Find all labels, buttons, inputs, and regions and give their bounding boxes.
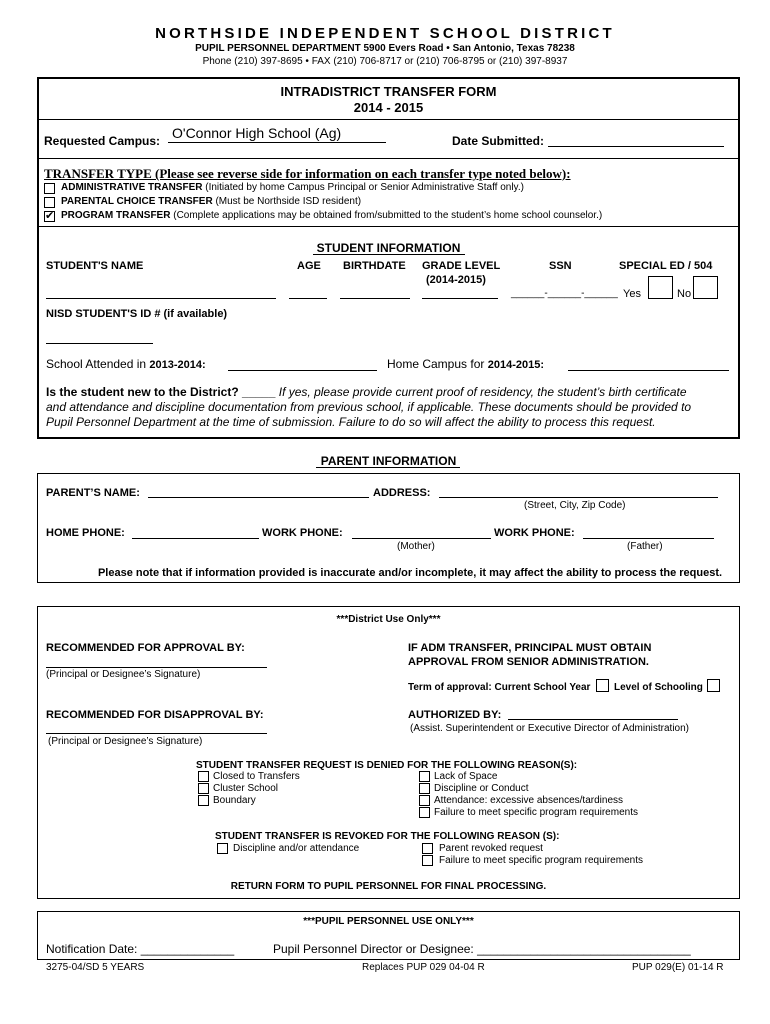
adm-note-2: APPROVAL FROM SENIOR ADMINISTRATION. [408, 656, 649, 668]
director-signature-field[interactable]: Pupil Personnel Director or Designee: ________________________________ [273, 942, 691, 956]
ssn-header: SSN [549, 260, 572, 272]
work-phone-father-label: WORK PHONE: [494, 527, 575, 539]
birthdate-input[interactable] [340, 298, 410, 299]
notification-date-field[interactable]: Notification Date: ______________ [46, 942, 235, 956]
student-heading-underline [313, 254, 465, 255]
level-of-schooling-checkbox[interactable] [707, 679, 720, 692]
address-label: ADDRESS: [373, 487, 431, 499]
age-header: AGE [297, 260, 321, 272]
work-phone-mother-input[interactable] [352, 538, 491, 539]
program-transfer-note: (Complete applications may be obtained from/submitted to the student’s home school counselor.) [173, 210, 603, 221]
mother-hint: (Mother) [397, 541, 435, 552]
term-of-approval-label: Term of approval: Current School Year [408, 682, 591, 693]
administrative-transfer-checkbox[interactable] [44, 183, 55, 194]
failure-program-revoked-checkbox[interactable] [422, 855, 433, 866]
pupil-use-heading: ***PUPIL PERSONNEL USE ONLY*** [303, 916, 474, 927]
footer-replaces: Replaces PUP 029 04-04 R [362, 962, 485, 973]
grade-level-input[interactable] [422, 298, 498, 299]
special-ed-no-label: No [677, 288, 692, 300]
special-ed-no-box[interactable] [693, 276, 718, 299]
denied-heading: STUDENT TRANSFER REQUEST IS DENIED FOR THE FOLLOWING REASON(S): [196, 760, 578, 771]
parent-name-label: PARENT’S NAME: [46, 487, 140, 499]
work-phone-father-input[interactable] [583, 538, 714, 539]
transfer-divider [37, 226, 740, 227]
special-ed-yes-box[interactable] [648, 276, 673, 299]
home-campus-input[interactable] [568, 370, 729, 371]
footer-retention-code: 3275-04/SD 5 YEARS [46, 962, 145, 973]
discipline-attendance-checkbox[interactable] [217, 843, 228, 854]
school-attended-label: School Attended in [46, 357, 147, 371]
new-student-question: Is the student new to the District? _____ [46, 385, 276, 399]
footer-form-number: PUP 029(E) 01-14 R [632, 962, 724, 973]
disapproval-signature-input[interactable] [46, 733, 267, 734]
student-id-input[interactable] [46, 343, 153, 344]
attendance-checkbox[interactable] [419, 795, 430, 806]
school-attended-field [46, 357, 206, 371]
requested-campus-line [168, 142, 386, 143]
accuracy-note: Please note that if information provided is inaccurate and/or incomplete, it may affect the ability to process the request. [97, 567, 723, 579]
age-input[interactable] [289, 298, 327, 299]
new-student-text-2: and attendance and discipline documentation from previous school, if applicable. These documents should be provided to [46, 400, 692, 414]
student-name-header: STUDENT'S NAME [46, 260, 144, 272]
discipline-conduct-checkbox[interactable] [419, 783, 430, 794]
authorized-by-input[interactable] [508, 719, 678, 720]
campus-divider [37, 158, 740, 159]
home-phone-input[interactable] [132, 538, 259, 539]
form-title: INTRADISTRICT TRANSFER FORM [280, 84, 497, 99]
parent-revoked-checkbox[interactable] [422, 843, 433, 854]
ssn-input[interactable]: ______-______-______ [511, 288, 618, 299]
district-name: NORTHSIDE INDEPENDENT SCHOOL DISTRICT [155, 25, 615, 42]
lack-of-space-label: Lack of Space [434, 771, 498, 782]
parent-name-input[interactable] [148, 497, 369, 498]
disapproval-signature-hint: (Principal or Designee’s Signature) [48, 736, 203, 747]
cluster-school-checkbox[interactable] [198, 783, 209, 794]
form-year: 2014 - 2015 [353, 100, 424, 115]
parental-choice-checkbox[interactable] [44, 197, 55, 208]
work-phone-mother-label: WORK PHONE: [262, 527, 343, 539]
parental-choice-option [61, 196, 361, 207]
lack-of-space-checkbox[interactable] [419, 771, 430, 782]
transfer-type-heading: TRANSFER TYPE (Please see reverse side for information on each transfer type noted below): [44, 166, 571, 181]
requested-campus-label: Requested Campus: [44, 134, 161, 148]
date-submitted-label: Date Submitted: [452, 134, 545, 148]
discipline-conduct-label: Discipline or Conduct [434, 783, 529, 794]
home-campus-year: 2014-2015: [487, 359, 544, 371]
administrative-transfer-note: (Initiated by home Campus Principal or Senior Administrative Staff only.) [205, 182, 524, 193]
title-divider [37, 119, 740, 120]
department-address: PUPIL PERSONNEL DEPARTMENT 5900 Evers Road • San Antonio, Texas 78238 [195, 43, 575, 54]
recommended-disapproval-label: RECOMMENDED FOR DISAPPROVAL BY: [46, 709, 264, 721]
check-mark-icon: ✔ [45, 210, 55, 222]
school-attended-input[interactable] [228, 370, 377, 371]
home-campus-field [387, 357, 544, 371]
parental-choice-label: PARENTAL CHOICE TRANSFER [61, 196, 213, 207]
student-name-input[interactable] [46, 298, 276, 299]
closed-to-transfers-label: Closed to Transfers [213, 771, 300, 782]
program-transfer-option [61, 210, 602, 221]
father-hint: (Father) [627, 541, 663, 552]
program-transfer-label: PROGRAM TRANSFER [61, 210, 171, 221]
authorized-by-label: AUTHORIZED BY: [408, 709, 502, 721]
program-transfer-checkbox[interactable] [44, 211, 55, 222]
district-use-heading: ***District Use Only*** [336, 614, 441, 625]
boundary-label: Boundary [213, 795, 256, 806]
phone-numbers: Phone (210) 397-8695 • FAX (210) 706-8717 or (210) 706-8795 or (210) 397-8937 [202, 56, 568, 67]
parent-info-heading: PARENT INFORMATION [320, 454, 457, 468]
requested-campus-input[interactable]: O'Connor High School (Ag) [172, 125, 342, 141]
attendance-label: Attendance: excessive absences/tardiness [434, 795, 623, 806]
school-attended-year: 2013-2014: [149, 359, 206, 371]
date-submitted-input[interactable] [548, 146, 724, 147]
new-student-text-3: Pupil Personnel Department at the time of submission. Failure to do so will affect the ability to process this request. [46, 415, 656, 429]
authorized-by-hint: (Assist. Superintendent or Executive Director of Administration) [410, 723, 690, 734]
student-info-heading: STUDENT INFORMATION [316, 241, 461, 255]
address-input[interactable] [439, 497, 718, 498]
address-hint: (Street, City, Zip Code) [524, 500, 626, 511]
parent-heading-underline [316, 467, 460, 468]
parent-revoked-label: Parent revoked request [439, 843, 543, 854]
birthdate-header: BIRTHDATE [343, 260, 406, 272]
discipline-attendance-label: Discipline and/or attendance [233, 843, 360, 854]
home-phone-label: HOME PHONE: [46, 527, 125, 539]
current-school-year-checkbox[interactable] [596, 679, 609, 692]
special-ed-yes-label: Yes [623, 288, 641, 300]
approval-signature-input[interactable] [46, 667, 267, 668]
adm-note-1: IF ADM TRANSFER, PRINCIPAL MUST OBTAIN [408, 642, 652, 654]
new-student-line-1 [46, 385, 687, 399]
approval-signature-hint: (Principal or Designee’s Signature) [46, 669, 201, 680]
home-campus-label: Home Campus for [387, 357, 485, 371]
closed-to-transfers-checkbox[interactable] [198, 771, 209, 782]
grade-year-header: (2014-2015) [426, 274, 486, 286]
failure-program-revoked-label: Failure to meet specific program requirements [439, 855, 643, 866]
recommended-approval-label: RECOMMENDED FOR APPROVAL BY: [46, 642, 245, 654]
administrative-transfer-option [61, 182, 524, 193]
failure-program-denied-checkbox[interactable] [419, 807, 430, 818]
administrative-transfer-label: ADMINISTRATIVE TRANSFER [61, 182, 203, 193]
grade-level-header: GRADE LEVEL [422, 260, 501, 272]
special-ed-header: SPECIAL ED / 504 [619, 260, 713, 272]
return-form-note: RETURN FORM TO PUPIL PERSONNEL FOR FINAL PROCESSING. [230, 881, 547, 892]
failure-program-denied-label: Failure to meet specific program requirements [434, 807, 638, 818]
new-student-text-1: If yes, please provide current proof of residency, the student’s birth certificate [278, 385, 687, 399]
revoked-heading: STUDENT TRANSFER IS REVOKED FOR THE FOLLOWING REASON (S): [215, 831, 560, 842]
parental-choice-note: (Must be Northside ISD resident) [215, 196, 362, 207]
cluster-school-label: Cluster School [213, 783, 279, 794]
boundary-checkbox[interactable] [198, 795, 209, 806]
level-of-schooling-label: Level of Schooling [614, 682, 703, 693]
student-id-label: NISD STUDENT'S ID # (if available) [46, 308, 228, 320]
